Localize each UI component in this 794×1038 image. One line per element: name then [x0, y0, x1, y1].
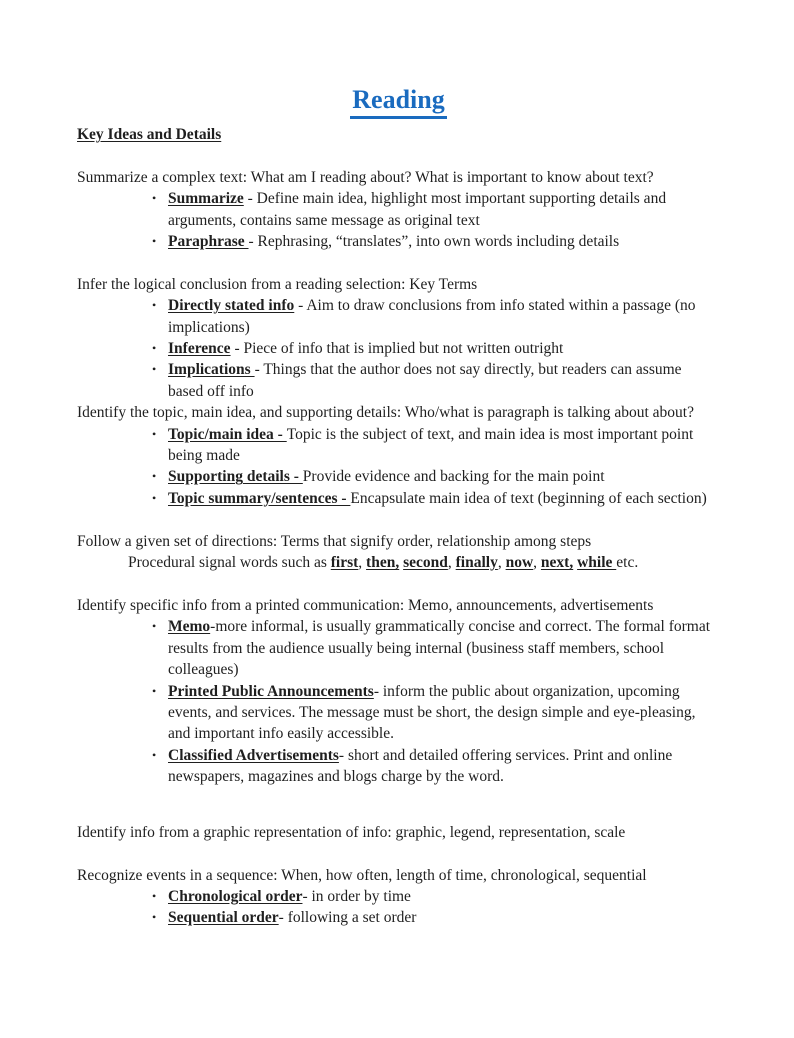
text-run: Identify specific info from a printed communication: Memo, announcements, advertisements — [77, 596, 654, 614]
bullet-icon: • — [152, 341, 157, 356]
bullet-list — [77, 616, 720, 787]
key-term: first — [330, 554, 359, 572]
text-run: - Piece of info that is implied but not written outright — [230, 340, 564, 358]
text-run: Encapsulate main idea of text (beginning of each section) — [350, 489, 707, 507]
spacer — [77, 145, 720, 166]
key-term: Summarize — [168, 190, 244, 208]
text-run: - Things that the author does not say directly, but readers can assume based off info — [168, 361, 686, 400]
bullet-text — [168, 231, 720, 252]
bullet-icon: • — [152, 683, 157, 698]
paragraph — [77, 402, 720, 423]
spacer — [77, 573, 720, 594]
text-run: , — [497, 554, 506, 572]
paragraph — [77, 822, 720, 843]
bullet-icon: • — [152, 888, 157, 903]
key-term: next, — [540, 554, 574, 572]
text-run: etc. — [616, 554, 639, 572]
bullet-text — [168, 295, 720, 338]
bullet-icon: • — [152, 469, 157, 484]
text-run: Follow a given set of directions: Terms that signify order, relationship among steps — [77, 532, 592, 550]
section-heading: Key Ideas and Details — [77, 126, 222, 143]
key-term: Classified Advertisements — [168, 746, 339, 764]
bullet-icon: • — [152, 298, 157, 313]
bullet-item — [147, 681, 720, 745]
bullet-icon: • — [152, 490, 157, 505]
text-run: - Rephrasing, “translates”, into own words including details — [248, 233, 620, 251]
spacer — [77, 252, 720, 273]
bullet-icon: • — [152, 362, 157, 377]
key-term: Implications — [168, 361, 255, 379]
bullet-item — [147, 886, 720, 907]
key-term: Memo — [168, 618, 211, 636]
bullet-item — [147, 338, 720, 359]
bullet-item — [147, 295, 720, 338]
bullet-item — [147, 188, 720, 231]
bullet-text — [168, 616, 720, 680]
key-term: Paraphrase — [168, 233, 249, 251]
key-term: now — [505, 554, 534, 572]
bullet-list — [77, 295, 720, 402]
key-term: Supporting details - — [168, 468, 303, 486]
text-run: Provide evidence and backing for the main point — [302, 468, 605, 486]
paragraph — [77, 274, 720, 295]
key-term: second — [403, 554, 448, 572]
bullet-text — [168, 359, 720, 402]
bullet-item — [147, 616, 720, 680]
spacer — [77, 843, 720, 864]
text-run: Identify the topic, main idea, and supporting details: Who/what is paragraph is talking about about? — [77, 404, 694, 422]
text-run: Identify info from a graphic representation of info: graphic, legend, representation, scale — [77, 823, 626, 841]
bullet-text — [168, 338, 720, 359]
text-run: - short and detailed offering services. Print and online newspapers, magazines and blogs charge by the word. — [168, 746, 677, 786]
bullet-item — [147, 359, 720, 402]
key-term: Chronological order — [168, 887, 303, 905]
text-run: Topic is the subject of text, and main idea is most important point being made — [168, 425, 698, 465]
bullet-text — [168, 886, 720, 907]
text-run: - Aim to draw conclusions from info stated within a passage (no implications) — [168, 297, 700, 336]
key-term: while — [577, 554, 617, 572]
key-term: Sequential order — [168, 909, 279, 927]
text-run: - following a set order — [278, 909, 417, 927]
text-run: -more informal, is usually grammatically concise and correct. The formal format results from the audience usually being internal (business staff members, school colleagues) — [168, 618, 714, 679]
bullet-text — [168, 424, 720, 467]
document-body — [77, 145, 720, 928]
bullet-item — [147, 466, 720, 487]
bullet-list — [77, 188, 720, 252]
key-term: then, — [366, 554, 400, 572]
bullet-icon: • — [152, 747, 157, 762]
bullet-item — [147, 231, 720, 252]
paragraph — [77, 531, 720, 552]
bullet-icon: • — [152, 910, 157, 925]
key-term: Printed Public Announcements — [168, 682, 374, 700]
text-run: , — [533, 554, 541, 572]
bullet-item — [147, 424, 720, 467]
text-run: , — [358, 554, 367, 572]
text-run: Infer the logical conclusion from a reading selection: Key Terms — [77, 275, 478, 293]
spacer — [77, 788, 720, 822]
text-run: Recognize events in a sequence: When, how often, length of time, chronological, sequential — [77, 866, 647, 884]
text-run: - in order by time — [302, 887, 411, 905]
spacer — [77, 509, 720, 530]
text-run: , — [447, 554, 456, 572]
key-term: Inference — [168, 340, 231, 358]
bullet-icon: • — [152, 619, 157, 634]
paragraph — [77, 865, 720, 886]
key-term: Directly stated info — [168, 297, 295, 315]
bullet-text — [168, 745, 720, 788]
document-title — [77, 84, 720, 119]
document-title-text: Reading — [350, 84, 446, 119]
key-term: Topic summary/sentences - — [168, 489, 351, 507]
bullet-icon: • — [152, 234, 157, 249]
paragraph — [77, 595, 720, 616]
paragraph — [77, 167, 720, 188]
bullet-text — [168, 188, 720, 231]
bullet-text — [168, 681, 720, 745]
bullet-item — [147, 488, 720, 509]
text-run: Procedural signal words such as — [128, 554, 331, 572]
bullet-list — [77, 424, 720, 510]
key-term: finally — [455, 554, 498, 572]
text-run: - inform the public about organization, upcoming events, and services. The message must be short, the design simple and eye-pleasing, and important info easily accessible. — [168, 682, 700, 743]
key-term: Topic/main idea - — [168, 425, 287, 443]
indented-paragraph — [77, 552, 720, 573]
bullet-text — [168, 907, 720, 928]
bullet-item — [147, 907, 720, 928]
bullet-icon: • — [152, 191, 157, 206]
bullet-item — [147, 745, 720, 788]
bullet-text — [168, 466, 720, 487]
text-run: - Define main idea, highlight most important supporting details and arguments, contains same message as original text — [168, 190, 670, 229]
bullet-text — [168, 488, 720, 509]
text-run: Summarize a complex text: What am I reading about? What is important to know about text? — [77, 168, 654, 186]
bullet-icon: • — [152, 426, 157, 441]
bullet-list — [77, 886, 720, 929]
